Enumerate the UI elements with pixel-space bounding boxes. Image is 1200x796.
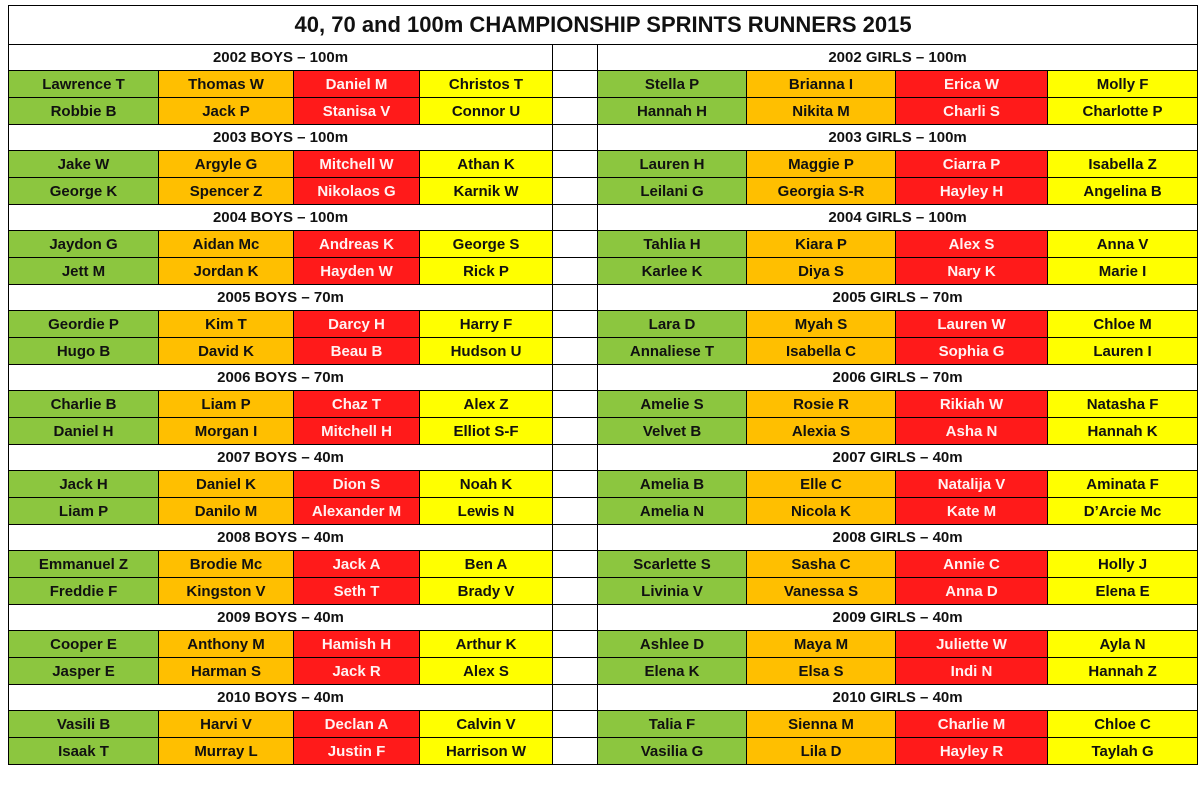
girls-runner-cell: Indi N (896, 658, 1048, 685)
runner-row (9, 418, 1198, 445)
girls-runner-cell: Isabella C (747, 338, 896, 365)
boys-runner-cell: Daniel H (9, 418, 159, 445)
girls-runner-cell: Annaliese T (598, 338, 747, 365)
boys-runner-cell: Daniel M (294, 71, 420, 98)
runner-row (9, 231, 1198, 258)
boys-runner-cell: Nikolaos G (294, 178, 420, 205)
runner-row (9, 711, 1198, 738)
girls-runner-cell: Elsa S (747, 658, 896, 685)
girls-runner-cell: Vanessa S (747, 578, 896, 605)
boys-runner-cell: Spencer Z (159, 178, 294, 205)
spacer-cell (553, 658, 598, 685)
boys-runner-cell: Morgan I (159, 418, 294, 445)
girls-runner-cell: Elena E (1048, 578, 1198, 605)
boys-runner-cell: Arthur K (420, 631, 553, 658)
boys-group-heading: 2010 BOYS – 40m (9, 685, 553, 711)
boys-runner-cell: George K (9, 178, 159, 205)
boys-runner-cell: Seth T (294, 578, 420, 605)
boys-runner-cell: Hugo B (9, 338, 159, 365)
boys-runner-cell: Harman S (159, 658, 294, 685)
runner-row (9, 338, 1198, 365)
group-header-row (9, 45, 1198, 71)
boys-runner-cell: Rick P (420, 258, 553, 285)
girls-runner-cell: Chloe C (1048, 711, 1198, 738)
boys-runner-cell: Robbie B (9, 98, 159, 125)
boys-runner-cell: Dion S (294, 471, 420, 498)
boys-runner-cell: Cooper E (9, 631, 159, 658)
girls-runner-cell: Lila D (747, 738, 896, 765)
runner-row (9, 151, 1198, 178)
boys-runner-cell: Jaydon G (9, 231, 159, 258)
boys-group-heading: 2007 BOYS – 40m (9, 445, 553, 471)
spacer-cell (553, 525, 598, 551)
girls-runner-cell: Talia F (598, 711, 747, 738)
title-row (9, 6, 1198, 45)
boys-runner-cell: Alex S (420, 658, 553, 685)
girls-runner-cell: Hannah Z (1048, 658, 1198, 685)
group-header-row (9, 525, 1198, 551)
girls-group-heading: 2002 GIRLS – 100m (598, 45, 1198, 71)
girls-group-heading: 2004 GIRLS – 100m (598, 205, 1198, 231)
girls-group-heading: 2008 GIRLS – 40m (598, 525, 1198, 551)
boys-runner-cell: Lewis N (420, 498, 553, 525)
girls-runner-cell: Natasha F (1048, 391, 1198, 418)
boys-runner-cell: Harry F (420, 311, 553, 338)
spacer-cell (553, 231, 598, 258)
boys-runner-cell: Connor U (420, 98, 553, 125)
girls-runner-cell: Diya S (747, 258, 896, 285)
boys-runner-cell: Beau B (294, 338, 420, 365)
girls-runner-cell: Leilani G (598, 178, 747, 205)
spacer-cell (553, 391, 598, 418)
boys-runner-cell: Jack P (159, 98, 294, 125)
spacer-cell (553, 418, 598, 445)
spacer-cell (553, 285, 598, 311)
spacer-cell (553, 258, 598, 285)
spacer-cell (553, 45, 598, 71)
girls-group-heading: 2007 GIRLS – 40m (598, 445, 1198, 471)
group-header-row (9, 605, 1198, 631)
boys-runner-cell: Geordie P (9, 311, 159, 338)
spacer-cell (553, 685, 598, 711)
girls-runner-cell: Charlie M (896, 711, 1048, 738)
boys-group-heading: 2002 BOYS – 100m (9, 45, 553, 71)
girls-runner-cell: Isabella Z (1048, 151, 1198, 178)
girls-runner-cell: Hayley H (896, 178, 1048, 205)
boys-group-heading: 2009 BOYS – 40m (9, 605, 553, 631)
girls-runner-cell: Sophia G (896, 338, 1048, 365)
boys-runner-cell: Lawrence T (9, 71, 159, 98)
boys-group-heading: 2008 BOYS – 40m (9, 525, 553, 551)
runner-row (9, 391, 1198, 418)
runner-row (9, 71, 1198, 98)
girls-runner-cell: Juliette W (896, 631, 1048, 658)
girls-runner-cell: Kiara P (747, 231, 896, 258)
runner-row (9, 178, 1198, 205)
girls-group-heading: 2009 GIRLS – 40m (598, 605, 1198, 631)
boys-runner-cell: Kim T (159, 311, 294, 338)
boys-runner-cell: Brodie Mc (159, 551, 294, 578)
boys-runner-cell: Liam P (159, 391, 294, 418)
spacer-cell (553, 151, 598, 178)
boys-runner-cell: Hayden W (294, 258, 420, 285)
girls-runner-cell: Lauren I (1048, 338, 1198, 365)
boys-runner-cell: Danilo M (159, 498, 294, 525)
boys-runner-cell: Elliot S-F (420, 418, 553, 445)
girls-runner-cell: Brianna I (747, 71, 896, 98)
group-header-row (9, 285, 1198, 311)
runner-row (9, 311, 1198, 338)
girls-runner-cell: Amelia B (598, 471, 747, 498)
group-header-row (9, 685, 1198, 711)
spacer-cell (553, 631, 598, 658)
boys-runner-cell: David K (159, 338, 294, 365)
boys-runner-cell: Jack H (9, 471, 159, 498)
boys-runner-cell: Daniel K (159, 471, 294, 498)
boys-runner-cell: Alexander M (294, 498, 420, 525)
girls-runner-cell: Anna D (896, 578, 1048, 605)
boys-runner-cell: Andreas K (294, 231, 420, 258)
boys-runner-cell: Mitchell H (294, 418, 420, 445)
girls-runner-cell: Annie C (896, 551, 1048, 578)
girls-runner-cell: Stella P (598, 71, 747, 98)
runner-row (9, 578, 1198, 605)
girls-runner-cell: Amelie S (598, 391, 747, 418)
boys-runner-cell: Charlie B (9, 391, 159, 418)
girls-runner-cell: Ayla N (1048, 631, 1198, 658)
girls-runner-cell: Tahlia H (598, 231, 747, 258)
boys-runner-cell: Thomas W (159, 71, 294, 98)
girls-runner-cell: Charlotte P (1048, 98, 1198, 125)
spacer-cell (553, 98, 598, 125)
boys-runner-cell: Darcy H (294, 311, 420, 338)
girls-runner-cell: Lauren W (896, 311, 1048, 338)
boys-runner-cell: Anthony M (159, 631, 294, 658)
girls-runner-cell: Vasilia G (598, 738, 747, 765)
spacer-cell (553, 125, 598, 151)
spacer-cell (553, 445, 598, 471)
spacer-cell (553, 551, 598, 578)
girls-runner-cell: Angelina B (1048, 178, 1198, 205)
runner-row (9, 658, 1198, 685)
girls-runner-cell: Livinia V (598, 578, 747, 605)
girls-runner-cell: Myah S (747, 311, 896, 338)
spacer-cell (553, 471, 598, 498)
girls-runner-cell: Charli S (896, 98, 1048, 125)
boys-runner-cell: Calvin V (420, 711, 553, 738)
runner-row (9, 98, 1198, 125)
boys-runner-cell: Vasili B (9, 711, 159, 738)
girls-runner-cell: Hayley R (896, 738, 1048, 765)
boys-runner-cell: Argyle G (159, 151, 294, 178)
boys-runner-cell: Justin F (294, 738, 420, 765)
spacer-cell (553, 711, 598, 738)
girls-runner-cell: Molly F (1048, 71, 1198, 98)
girls-runner-cell: Karlee K (598, 258, 747, 285)
boys-group-heading: 2004 BOYS – 100m (9, 205, 553, 231)
girls-runner-cell: Aminata F (1048, 471, 1198, 498)
runner-row (9, 551, 1198, 578)
boys-runner-cell: Stanisa V (294, 98, 420, 125)
boys-runner-cell: Alex Z (420, 391, 553, 418)
boys-runner-cell: Jake W (9, 151, 159, 178)
girls-runner-cell: Maya M (747, 631, 896, 658)
boys-runner-cell: Harrison W (420, 738, 553, 765)
spacer-cell (553, 605, 598, 631)
boys-runner-cell: Chaz T (294, 391, 420, 418)
runner-row (9, 471, 1198, 498)
boys-runner-cell: Declan A (294, 711, 420, 738)
group-header-row (9, 365, 1198, 391)
girls-runner-cell: Erica W (896, 71, 1048, 98)
girls-runner-cell: Velvet B (598, 418, 747, 445)
spacer-cell (553, 365, 598, 391)
spacer-cell (553, 71, 598, 98)
girls-runner-cell: Kate M (896, 498, 1048, 525)
boys-group-heading: 2006 BOYS – 70m (9, 365, 553, 391)
runner-row (9, 738, 1198, 765)
girls-runner-cell: Alexia S (747, 418, 896, 445)
boys-runner-cell: Murray L (159, 738, 294, 765)
boys-runner-cell: Jasper E (9, 658, 159, 685)
girls-runner-cell: Ciarra P (896, 151, 1048, 178)
spacer-cell (553, 578, 598, 605)
girls-group-heading: 2006 GIRLS – 70m (598, 365, 1198, 391)
boys-runner-cell: Jett M (9, 258, 159, 285)
boys-runner-cell: George S (420, 231, 553, 258)
sprints-table (8, 5, 1198, 765)
girls-runner-cell: Hannah H (598, 98, 747, 125)
runner-row (9, 498, 1198, 525)
group-header-row (9, 125, 1198, 151)
boys-group-heading: 2003 BOYS – 100m (9, 125, 553, 151)
girls-group-heading: 2010 GIRLS – 40m (598, 685, 1198, 711)
spacer-cell (553, 498, 598, 525)
boys-runner-cell: Harvi V (159, 711, 294, 738)
boys-runner-cell: Brady V (420, 578, 553, 605)
girls-group-heading: 2005 GIRLS – 70m (598, 285, 1198, 311)
girls-runner-cell: Alex S (896, 231, 1048, 258)
girls-runner-cell: Elena K (598, 658, 747, 685)
page-title: 40, 70 and 100m CHAMPIONSHIP SPRINTS RUNNERS 2015 (9, 6, 1198, 45)
boys-runner-cell: Emmanuel Z (9, 551, 159, 578)
boys-runner-cell: Kingston V (159, 578, 294, 605)
boys-runner-cell: Mitchell W (294, 151, 420, 178)
girls-runner-cell: Hannah K (1048, 418, 1198, 445)
spacer-cell (553, 205, 598, 231)
girls-runner-cell: Natalija V (896, 471, 1048, 498)
girls-runner-cell: D’Arcie Mc (1048, 498, 1198, 525)
boys-runner-cell: Hudson U (420, 338, 553, 365)
group-header-row (9, 445, 1198, 471)
girls-runner-cell: Anna V (1048, 231, 1198, 258)
boys-runner-cell: Freddie F (9, 578, 159, 605)
girls-runner-cell: Scarlette S (598, 551, 747, 578)
girls-runner-cell: Lara D (598, 311, 747, 338)
group-header-row (9, 205, 1198, 231)
boys-runner-cell: Liam P (9, 498, 159, 525)
girls-runner-cell: Nikita M (747, 98, 896, 125)
girls-runner-cell: Marie I (1048, 258, 1198, 285)
girls-runner-cell: Amelia N (598, 498, 747, 525)
girls-runner-cell: Maggie P (747, 151, 896, 178)
girls-runner-cell: Lauren H (598, 151, 747, 178)
spacer-cell (553, 311, 598, 338)
girls-runner-cell: Sienna M (747, 711, 896, 738)
girls-runner-cell: Sasha C (747, 551, 896, 578)
boys-runner-cell: Noah K (420, 471, 553, 498)
girls-runner-cell: Nary K (896, 258, 1048, 285)
girls-runner-cell: Rosie R (747, 391, 896, 418)
boys-runner-cell: Isaak T (9, 738, 159, 765)
runner-row (9, 258, 1198, 285)
girls-runner-cell: Ashlee D (598, 631, 747, 658)
girls-runner-cell: Asha N (896, 418, 1048, 445)
boys-group-heading: 2005 BOYS – 70m (9, 285, 553, 311)
boys-runner-cell: Jack A (294, 551, 420, 578)
girls-runner-cell: Holly J (1048, 551, 1198, 578)
girls-runner-cell: Elle C (747, 471, 896, 498)
boys-runner-cell: Jordan K (159, 258, 294, 285)
girls-runner-cell: Chloe M (1048, 311, 1198, 338)
boys-runner-cell: Christos T (420, 71, 553, 98)
spacer-cell (553, 178, 598, 205)
girls-runner-cell: Nicola K (747, 498, 896, 525)
boys-runner-cell: Karnik W (420, 178, 553, 205)
girls-runner-cell: Taylah G (1048, 738, 1198, 765)
boys-runner-cell: Athan K (420, 151, 553, 178)
girls-group-heading: 2003 GIRLS – 100m (598, 125, 1198, 151)
spacer-cell (553, 738, 598, 765)
boys-runner-cell: Ben A (420, 551, 553, 578)
runner-row (9, 631, 1198, 658)
girls-runner-cell: Rikiah W (896, 391, 1048, 418)
boys-runner-cell: Aidan Mc (159, 231, 294, 258)
girls-runner-cell: Georgia S-R (747, 178, 896, 205)
boys-runner-cell: Jack R (294, 658, 420, 685)
spacer-cell (553, 338, 598, 365)
boys-runner-cell: Hamish H (294, 631, 420, 658)
